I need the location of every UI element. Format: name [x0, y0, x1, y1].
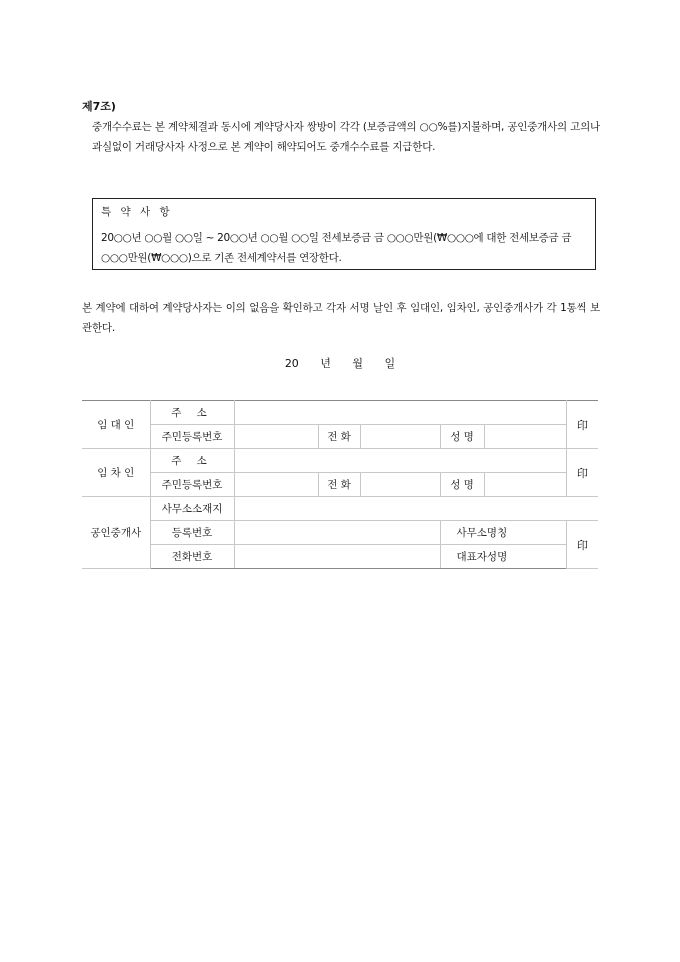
tenant-resident-no-field[interactable]: [234, 473, 318, 497]
article-body: 중개수수료는 본 계약체결과 동시에 계약당사자 쌍방이 각각 (보증금액의 ○○%를)지불하며, 공인중개사의 고의나 과실없이 거래당사자 사정으로 본 계약이 해약되어도 중개수수료를 지급한다.: [92, 121, 600, 153]
broker-label: 공인중개사: [82, 497, 150, 569]
tenant-name-label: 성 명: [440, 473, 484, 497]
signature-table: [82, 400, 598, 569]
landlord-name-field[interactable]: [484, 425, 566, 449]
article-title: 제7조): [82, 100, 116, 113]
contract-date: 20 년 월 일: [284, 357, 396, 370]
tenant-resident-no-label: 주민등록번호: [150, 473, 234, 497]
tenant-phone-label: 전 화: [318, 473, 360, 497]
broker-phone-no-label: 전화번호: [150, 545, 234, 569]
broker-registration-no-label: 등록번호: [150, 521, 234, 545]
landlord-name-label: 성 명: [440, 425, 484, 449]
broker-office-name-label: 사무소명칭: [440, 521, 566, 545]
tenant-label: 임 차 인: [82, 449, 150, 497]
broker-phone-no-field[interactable]: [234, 545, 440, 569]
landlord-label: 임 대 인: [82, 401, 150, 449]
landlord-phone-field[interactable]: [360, 425, 440, 449]
broker-seal: 印: [566, 521, 598, 569]
landlord-seal: 印: [566, 401, 598, 449]
tenant-phone-field[interactable]: [360, 473, 440, 497]
broker-office-location-label: 사무소소재지: [150, 497, 234, 521]
tenant-name-field[interactable]: [484, 473, 566, 497]
special-terms-body: 20○○년 ○○월 ○○일 ~ 20○○년 ○○월 ○○일 전세보증금 금 ○○○만원(₩○○○에 대한 전세보증금 금 ○○○만원(₩○○○)으로 기존 전세계약서를 연장한다.: [101, 232, 572, 264]
landlord-address-label: 주 소: [150, 401, 234, 425]
broker-office-location-field[interactable]: [234, 497, 598, 521]
landlord-address-field[interactable]: [234, 401, 566, 425]
broker-registration-no-field[interactable]: [234, 521, 440, 545]
broker-representative-label: 대표자성명: [440, 545, 566, 569]
special-terms-title: 특 약 사 항: [101, 206, 173, 218]
landlord-resident-no-field[interactable]: [234, 425, 318, 449]
landlord-phone-label: 전 화: [318, 425, 360, 449]
landlord-resident-no-label: 주민등록번호: [150, 425, 234, 449]
confirmation-text: 본 계약에 대하여 계약당사자는 이의 없음을 확인하고 각자 서명 날인 후 임대인, 임차인, 공인중개사가 각 1통씩 보관한다.: [82, 302, 600, 334]
special-terms-box: [92, 198, 596, 270]
tenant-seal: 印: [566, 449, 598, 497]
tenant-address-label: 주 소: [150, 449, 234, 473]
tenant-address-field[interactable]: [234, 449, 566, 473]
